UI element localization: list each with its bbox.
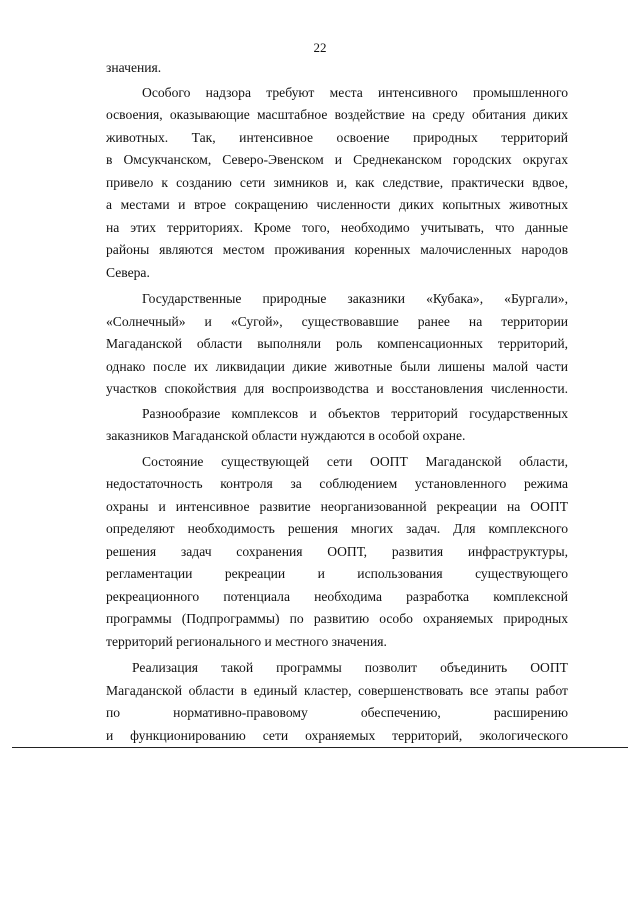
text-line: Состояние существующей сети ООПТ Магаданской области, <box>142 453 568 469</box>
text-line: Магаданской области в единый кластер, совершенствовать все этапы работ <box>106 682 568 698</box>
text-line: Магаданской области выполняли роль компенсационных территорий, <box>106 336 568 351</box>
text-line: животных. Так, интенсивное освоение природных территорий <box>106 129 568 145</box>
text-line: недостаточность контроля за соблюдением установленного режима <box>106 476 568 491</box>
text-line: Государственные природные заказники «Кубака», «Бургали», <box>142 291 568 306</box>
text-line: Разнообразие комплексов и объектов территорий государственных <box>142 405 568 421</box>
text-line: в Омсукчанском, Северо-Эвенском и Среднеканском городских округах <box>106 152 568 167</box>
text-line: Реализация такой программы позволит объединить ООПТ <box>132 660 568 675</box>
text-line: охраны и интенсивное развитие неорганизованной рекреации на ООПТ <box>106 498 568 514</box>
text-line: Севера. <box>106 264 150 280</box>
text-line: решения задач сохранения ООПТ, развития инфраструктуры, <box>106 543 568 559</box>
text-line: Особого надзора требуют места интенсивного промышленного <box>142 84 568 100</box>
text-line: территорий регионального и местного значения. <box>106 633 387 649</box>
text-line: рекреационного потенциала необходима разработка комплексной <box>106 588 568 604</box>
text-line: участков спокойствия для воспроизводства и восстановления численности. <box>106 381 568 396</box>
text-line: «Солнечный» и «Сугой», существовавшие ранее на территории <box>106 313 568 329</box>
document-body <box>106 57 568 747</box>
text-line: по нормативно-правовому обеспечению, расширению <box>106 705 568 720</box>
text-line: и функционированию сети охраняемых территорий, экологического <box>106 727 568 743</box>
text-line: однако после их ликвидации дикие животные были лишены малой части <box>106 358 568 374</box>
text-line: программы (Подпрограммы) по развитию особо охраняемых природных <box>106 611 568 626</box>
text-line: а местами и втрое сокращению численности диких копытных животных <box>106 197 568 212</box>
text-line: значения. <box>106 60 162 75</box>
text-line: регламентации рекреации и использования существующего <box>106 566 568 581</box>
text-line: освоения, оказывающие масштабное воздействие на среду обитания диких <box>106 107 568 122</box>
page-number: 22 <box>313 40 327 55</box>
text-line: районы являются местом проживания коренных малочисленных народов <box>106 242 568 257</box>
text-line: определяют необходимость решения многих задач. Для комплексного <box>106 521 568 536</box>
text-line: заказников Магаданской области нуждаются в особой охране. <box>106 428 466 443</box>
text-line: привело к созданию сети зимников и, как следствие, практически вдвое, <box>106 174 568 190</box>
text-line: на этих территориях. Кроме того, необходимо учитывать, что данные <box>106 219 568 235</box>
footer-rule <box>12 747 628 748</box>
